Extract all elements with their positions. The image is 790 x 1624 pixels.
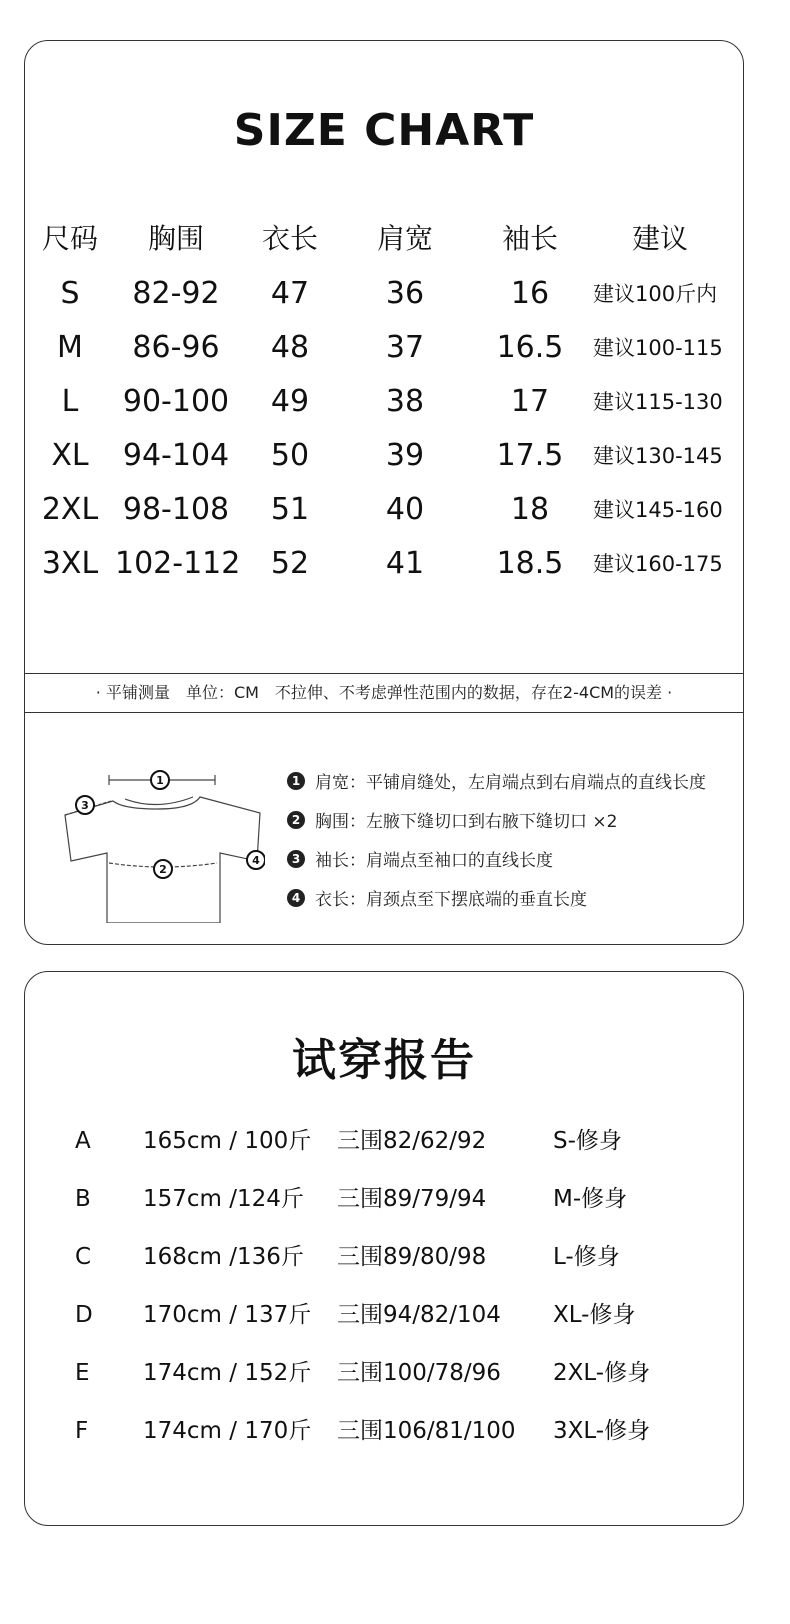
- body-cell: 174cm / 152斤: [143, 1360, 312, 1386]
- header-shoulder: 肩宽: [376, 222, 433, 255]
- measures-cell: 三围89/79/94: [337, 1186, 487, 1212]
- header-length: 衣长: [261, 222, 318, 255]
- size-table-header: [25, 211, 744, 267]
- size-cell: S: [60, 276, 80, 311]
- legend-text: 肩宽：平铺肩缝处，左肩端点到右肩端点的直线长度: [315, 773, 706, 793]
- sleeve-cell: 17.5: [496, 438, 564, 473]
- fit-report-table: [25, 1112, 744, 1460]
- suggestion-cell: 建议100-115: [593, 336, 723, 360]
- table-row: [25, 267, 744, 321]
- tshirt-measurement-icon: [35, 753, 265, 923]
- body-cell: 170cm / 137斤: [143, 1302, 312, 1328]
- measures-cell: 三围89/80/98: [337, 1244, 487, 1270]
- model-cell: B: [75, 1186, 91, 1212]
- model-cell: D: [75, 1302, 93, 1328]
- legend-item: [287, 761, 737, 800]
- sleeve-cell: 18.5: [496, 546, 564, 581]
- size-cell: M: [57, 330, 83, 365]
- table-row: [25, 1112, 744, 1170]
- legend-item: [287, 878, 737, 917]
- header-chest: 胸围: [147, 222, 204, 255]
- header-suggestion: 建议: [631, 222, 688, 255]
- legend-item: [287, 839, 737, 878]
- suggestion-cell: 建议115-130: [593, 390, 723, 414]
- table-row: [25, 1228, 744, 1286]
- length-cell: 48: [270, 330, 310, 365]
- size-table: [25, 211, 744, 591]
- table-row: [25, 429, 744, 483]
- model-cell: C: [75, 1244, 92, 1270]
- header-sleeve: 袖长: [501, 222, 558, 255]
- chest-cell: 86-96: [132, 330, 220, 365]
- suggestion-cell: 建议160-175: [593, 552, 723, 576]
- sleeve-cell: 18: [510, 492, 550, 527]
- body-cell: 165cm / 100斤: [143, 1128, 312, 1154]
- sleeve-cell: 17: [510, 384, 550, 419]
- fit-size-cell: 3XL-修身: [553, 1418, 651, 1444]
- size-cell: 2XL: [41, 492, 99, 527]
- table-row: [25, 1402, 744, 1460]
- marker-2: 2: [159, 863, 167, 876]
- chest-cell: 82-92: [132, 276, 220, 311]
- model-cell: E: [75, 1360, 90, 1386]
- number-1-icon: 1: [287, 772, 305, 790]
- length-cell: 51: [270, 492, 310, 527]
- body-cell: 157cm /124斤: [143, 1186, 304, 1212]
- table-row: [25, 321, 744, 375]
- suggestion-cell: 建议130-145: [593, 444, 723, 468]
- sleeve-cell: 16.5: [496, 330, 564, 365]
- fit-report-card: [24, 971, 744, 1526]
- length-cell: 50: [270, 438, 310, 473]
- measurement-legend: [287, 761, 737, 917]
- table-row: [25, 1344, 744, 1402]
- chest-cell: 102-112: [115, 546, 241, 581]
- body-cell: 168cm /136斤: [143, 1244, 304, 1270]
- fit-size-cell: XL-修身: [553, 1302, 636, 1328]
- fit-size-cell: 2XL-修身: [553, 1360, 651, 1386]
- shoulder-cell: 41: [385, 546, 425, 581]
- measures-cell: 三围106/81/100: [337, 1418, 516, 1444]
- size-chart-card: [24, 40, 744, 945]
- model-cell: A: [75, 1128, 91, 1154]
- fit-size-cell: M-修身: [553, 1186, 628, 1212]
- size-chart-title: SIZE CHART: [233, 105, 535, 156]
- size-cell: 3XL: [41, 546, 99, 581]
- table-row: [25, 1286, 744, 1344]
- marker-3: 3: [81, 799, 89, 812]
- length-cell: 49: [270, 384, 310, 419]
- fit-size-cell: L-修身: [553, 1244, 620, 1270]
- length-cell: 52: [270, 546, 310, 581]
- chest-cell: 90-100: [122, 384, 230, 419]
- measures-cell: 三围82/62/92: [337, 1128, 487, 1154]
- measures-cell: 三围100/78/96: [337, 1360, 501, 1386]
- marker-4: 4: [252, 854, 260, 867]
- table-row: [25, 1170, 744, 1228]
- table-row: [25, 537, 744, 591]
- suggestion-cell: 建议145-160: [593, 498, 723, 522]
- legend-text: 衣长：肩颈点至下摆底端的垂直长度: [315, 890, 587, 910]
- chest-cell: 98-108: [122, 492, 230, 527]
- fit-size-cell: S-修身: [553, 1128, 622, 1154]
- number-3-icon: 3: [287, 850, 305, 868]
- legend-text: 袖长：肩端点至袖口的直线长度: [315, 851, 553, 871]
- legend-text: 胸围：左腋下缝切口到右腋下缝切口 ×2: [315, 812, 618, 832]
- legend-item: [287, 800, 737, 839]
- table-row: [25, 483, 744, 537]
- number-2-icon: 2: [287, 811, 305, 829]
- number-4-icon: 4: [287, 889, 305, 907]
- sleeve-cell: 16: [510, 276, 550, 311]
- model-cell: F: [75, 1418, 89, 1444]
- header-size: 尺码: [41, 222, 98, 255]
- shoulder-cell: 39: [385, 438, 425, 473]
- measures-cell: 三围94/82/104: [337, 1302, 501, 1328]
- shoulder-cell: 40: [385, 492, 425, 527]
- suggestion-cell: 建议100斤内: [593, 282, 718, 306]
- shoulder-cell: 37: [385, 330, 425, 365]
- table-row: [25, 375, 744, 429]
- body-cell: 174cm / 170斤: [143, 1418, 312, 1444]
- length-cell: 47: [270, 276, 310, 311]
- tshirt-collar-icon: [125, 797, 193, 805]
- shoulder-cell: 36: [385, 276, 425, 311]
- chest-cell: 94-104: [122, 438, 230, 473]
- shoulder-cell: 38: [385, 384, 425, 419]
- size-cell: L: [61, 384, 79, 419]
- fit-report-title: 试穿报告: [292, 1035, 476, 1086]
- measurement-note: · 平铺测量 单位：CM 不拉伸、不考虑弹性范围内的数据，存在2-4CM的误差 ·: [25, 673, 743, 713]
- marker-1: 1: [156, 774, 164, 787]
- size-cell: XL: [51, 438, 89, 473]
